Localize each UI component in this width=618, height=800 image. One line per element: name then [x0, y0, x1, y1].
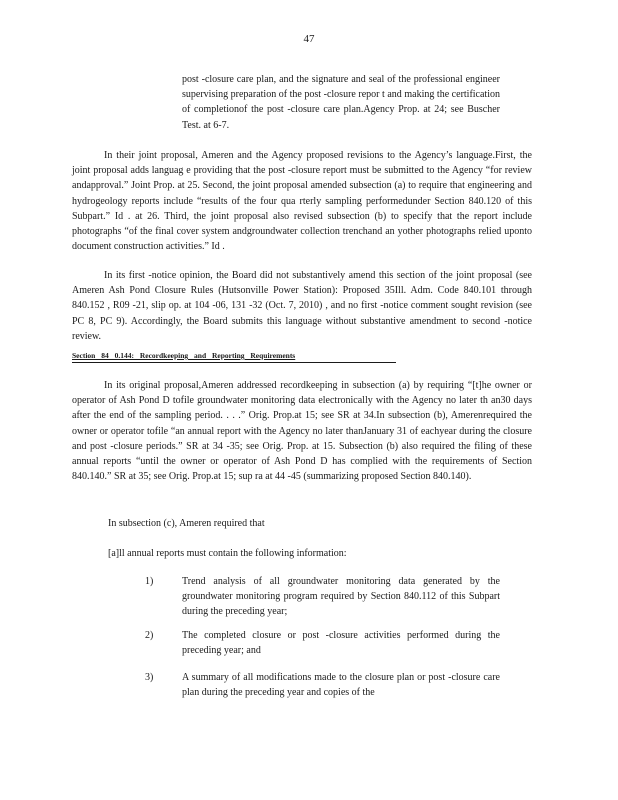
list-item-number: 1) [145, 576, 154, 587]
original-proposal-paragraph [72, 378, 532, 484]
first-notice-paragraph [72, 268, 532, 344]
list-item-number: 2) [145, 630, 154, 641]
list-item-text: The completed closure or post -closure activities performed during the preceding year; and [182, 630, 500, 657]
section-heading: Section 84 0.144: Recordkeeping and Reporting Requirements [72, 351, 296, 360]
list-item-text: A summary of all modifications made to the closure plan or post -closure care plan during the preceding year and copies of the [182, 672, 500, 699]
annual-reports-intro [108, 546, 528, 561]
joint-proposal-text: In their joint proposal, Ameren and the Agency proposed revisions to the Agency’s language.First, the joint proposal adds languag e providing that the post -closure report must be submitted to the Agency “for review andapproval.” Joint Prop. at 25. Second, the joint proposal amended subsection (a) to require that engineering and hydrogeology reports include “results of the four qua rterly sampling performedunder Section 840.120 of this Subpart.” Id . at 26. Third, the joint proposal also revised subsection (b) to specify that the report include photographs “of the final cover system andgroundwater collection trenchand an yother photographs relied uponto document construction activities.” Id . [72, 150, 532, 253]
page-number: 47 [303, 33, 315, 45]
original-proposal-text: In its original proposal,Ameren addressed recordkeeping in subsection (a) by requiring “[t]he owner or operator of Ash Pond D tofile groundwater monitoring data electronically with the Agency no later th an30 days after the end of the sampling period. . . .” Orig. Prop.at 15; see SR at 34.In subsection (b), Amerenrequired the owner or operator tofile “an annual report with the Agency no later thanJanuary 31 of eachyear during the closure and post -closure periods.” SR at 34 -35; see Orig. Prop. at 15. Subsection (b) also required the filing of these annual reports “until the owner or operator of Ash Pond D has complied with the requirements of Section 840.140.” SR at 35; see Orig. Prop.at 15; sup ra at 44 -45 (summarizing proposed Section 840.140). [72, 380, 532, 483]
continuation-text: post -closure care plan, and the signature and seal of the professional engineer supervising preparation of the post -closure repor t and making the certification of completionof the post -closure care plan.Agency Prop. at 24; see Buscher Test. at 6-7. [182, 74, 500, 131]
joint-proposal-paragraph [72, 148, 532, 254]
subsection-c-text: In subsection (c), Ameren required that [108, 518, 265, 529]
list-item-text: Trend analysis of all groundwater monitoring data generated by the groundwater monitoring program required by Section 840.112 of this Subpart during the preceding year; [182, 576, 500, 618]
annual-reports-intro-text: [a]ll annual reports must contain the following information: [108, 548, 347, 559]
continuation-paragraph [182, 72, 500, 133]
list-item-number: 3) [145, 672, 154, 683]
first-notice-text: In its first -notice opinion, the Board did not substantively amend this section of the joint proposal (see Ameren Ash Pond Closure Rules (Hutsonville Power Station): Proposed 35Ill. Adm. Code 840.101 through 840.152 , R09 -21, slip op. at 104 -06, 131 -32 (Oct. 7, 2010) , and no first -notice comment sought revision (see PC 8, PC 9). Accordingly, the Board submits this language without substantive amendment to second -notice review. [72, 270, 532, 342]
subsection-c-line [108, 516, 528, 531]
heading-rule [72, 362, 396, 363]
